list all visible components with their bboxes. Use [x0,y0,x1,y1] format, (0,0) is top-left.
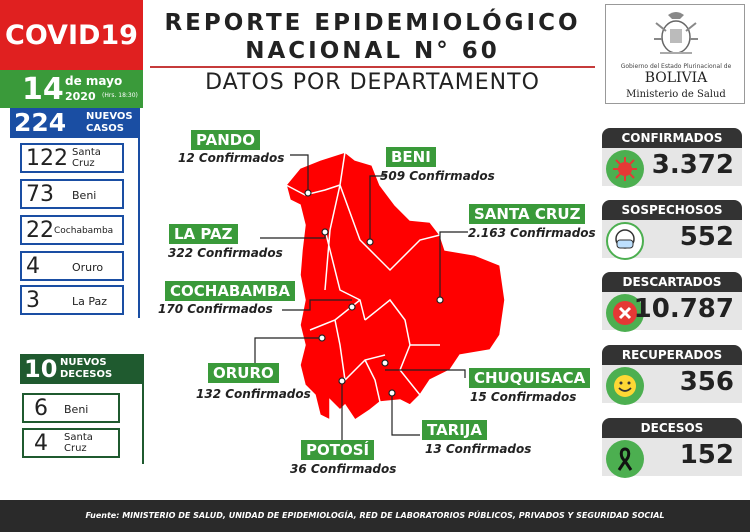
dept-label-la-paz: LA PAZ [169,224,238,244]
date-year: 2020 [65,90,96,103]
report-title-line1: REPORTE EPIDEMIOLÓGICO [164,10,581,36]
dept-confirmed-oruro: 132 Confirmados [196,387,311,401]
map-marker [437,297,443,303]
death-dept: Santa Cruz [64,432,93,454]
case-dept: La Paz [72,295,108,308]
new-cases-label2: CASOS [86,123,124,134]
dept-confirmed-cochabamba: 170 Confirmados [158,302,273,316]
report-subtitle: DATOS POR DEPARTAMENTO [205,70,540,95]
stat-recovered [602,345,742,401]
stat-discarded [602,272,742,328]
case-dept: Beni [72,189,97,202]
dept-label-tarija: TARIJA [422,420,487,440]
new-deaths-header [20,354,144,384]
ministry-logo [605,4,745,104]
map-marker [349,304,355,310]
dept-confirmed-la-paz: 322 Confirmados [168,246,283,260]
death-count: 4 [34,431,48,456]
case-row-santa-cruz [20,143,124,173]
ribbon-icon [606,440,644,478]
virus-icon [606,150,644,188]
stat-value: 152 [679,440,734,470]
stat-label: DECESOS [602,418,742,438]
stat-value: 10.787 [633,294,734,324]
smiley-icon [606,367,644,405]
case-count: 122 [26,146,68,171]
coat-of-arms-icon [646,9,706,63]
map-marker [319,335,325,341]
new-cases-header [10,108,138,138]
new-deaths-label2: DECESOS [60,369,113,380]
stat-value: 3.372 [651,150,734,180]
new-deaths-border [142,354,144,464]
stat-label: SOSPECHOSOS [602,200,742,220]
map-marker [339,378,345,384]
stat-value: 552 [679,222,734,252]
stat-confirmed [602,128,742,184]
stat-label: DESCARTADOS [602,272,742,292]
new-cases-border [138,108,140,318]
new-cases-count: 224 [14,108,67,137]
report-date [0,70,143,108]
case-count: 4 [26,254,40,279]
source-footer: Fuente: MINISTERIO DE SALUD, UNIDAD DE EPIDEMIOLOGÍA, RED DE LABORATORIOS PÚBLICOS, PRIVADOS Y SEGURIDAD SOCIAL [0,500,750,532]
death-count: 6 [34,396,48,421]
new-cases-label1: NUEVOS [86,111,133,122]
dept-label-santa-cruz: SANTA CRUZ [469,204,585,224]
case-count: 3 [26,288,40,313]
death-row-beni [22,393,120,423]
case-row-cochabamba [20,215,124,245]
logo-ministry-text: Ministerio de Salud [626,89,726,100]
stat-label: RECUPERADOS [602,345,742,365]
stat-value: 356 [679,367,734,397]
dept-confirmed-beni: 509 Confirmados [380,169,495,183]
dept-confirmed-pando: 12 Confirmados [178,151,285,165]
dept-label-chuquisaca: CHUQUISACA [469,368,590,388]
dept-confirmed-tarija: 13 Confirmados [425,442,532,456]
map-marker [322,229,328,235]
dept-label-oruro: ORURO [208,363,279,383]
date-day: 14 [22,72,64,107]
dept-label-beni: BENI [386,147,436,167]
case-dept: Santa Cruz [72,147,101,169]
stat-label: CONFIRMADOS [602,128,742,148]
dept-label-cochabamba: COCHABAMBA [165,281,295,301]
mask-face-icon [606,222,644,260]
dept-confirmed-chuquisaca: 15 Confirmados [470,390,577,404]
dept-label-potosi: POTOSÍ [301,440,374,460]
date-hours: (Hrs. 18:30) [102,92,138,99]
covid19-badge: COVID19 [0,0,143,70]
map-marker [382,360,388,366]
dept-confirmed-santa-cruz: 2.163 Confirmados [468,226,596,240]
death-row-santa-cruz [22,428,120,458]
case-count: 73 [26,182,54,207]
logo-government-text: Gobierno del Estado Plurinacional de [620,63,732,70]
case-count: 22 [26,218,54,243]
death-dept: Beni [64,403,89,416]
case-dept: Oruro [72,261,104,274]
dept-confirmed-potosi: 36 Confirmados [290,462,397,476]
case-row-la-paz [20,285,124,315]
logo-country-text: BOLIVIA [644,70,708,86]
new-deaths-label1: NUEVOS [60,357,107,368]
map-marker [367,239,373,245]
report-title-line2: NACIONAL N° 60 [245,38,500,64]
map-marker [305,190,311,196]
new-deaths-count: 10 [24,355,58,383]
stat-suspected [602,200,742,256]
map-marker [389,390,395,396]
title-divider [150,66,595,68]
case-row-beni [20,179,124,209]
case-row-oruro [20,251,124,281]
stat-deaths [602,418,742,474]
date-month: de mayo [65,74,123,88]
dept-label-pando: PANDO [191,130,260,150]
case-dept: Cochabamba [54,226,114,236]
